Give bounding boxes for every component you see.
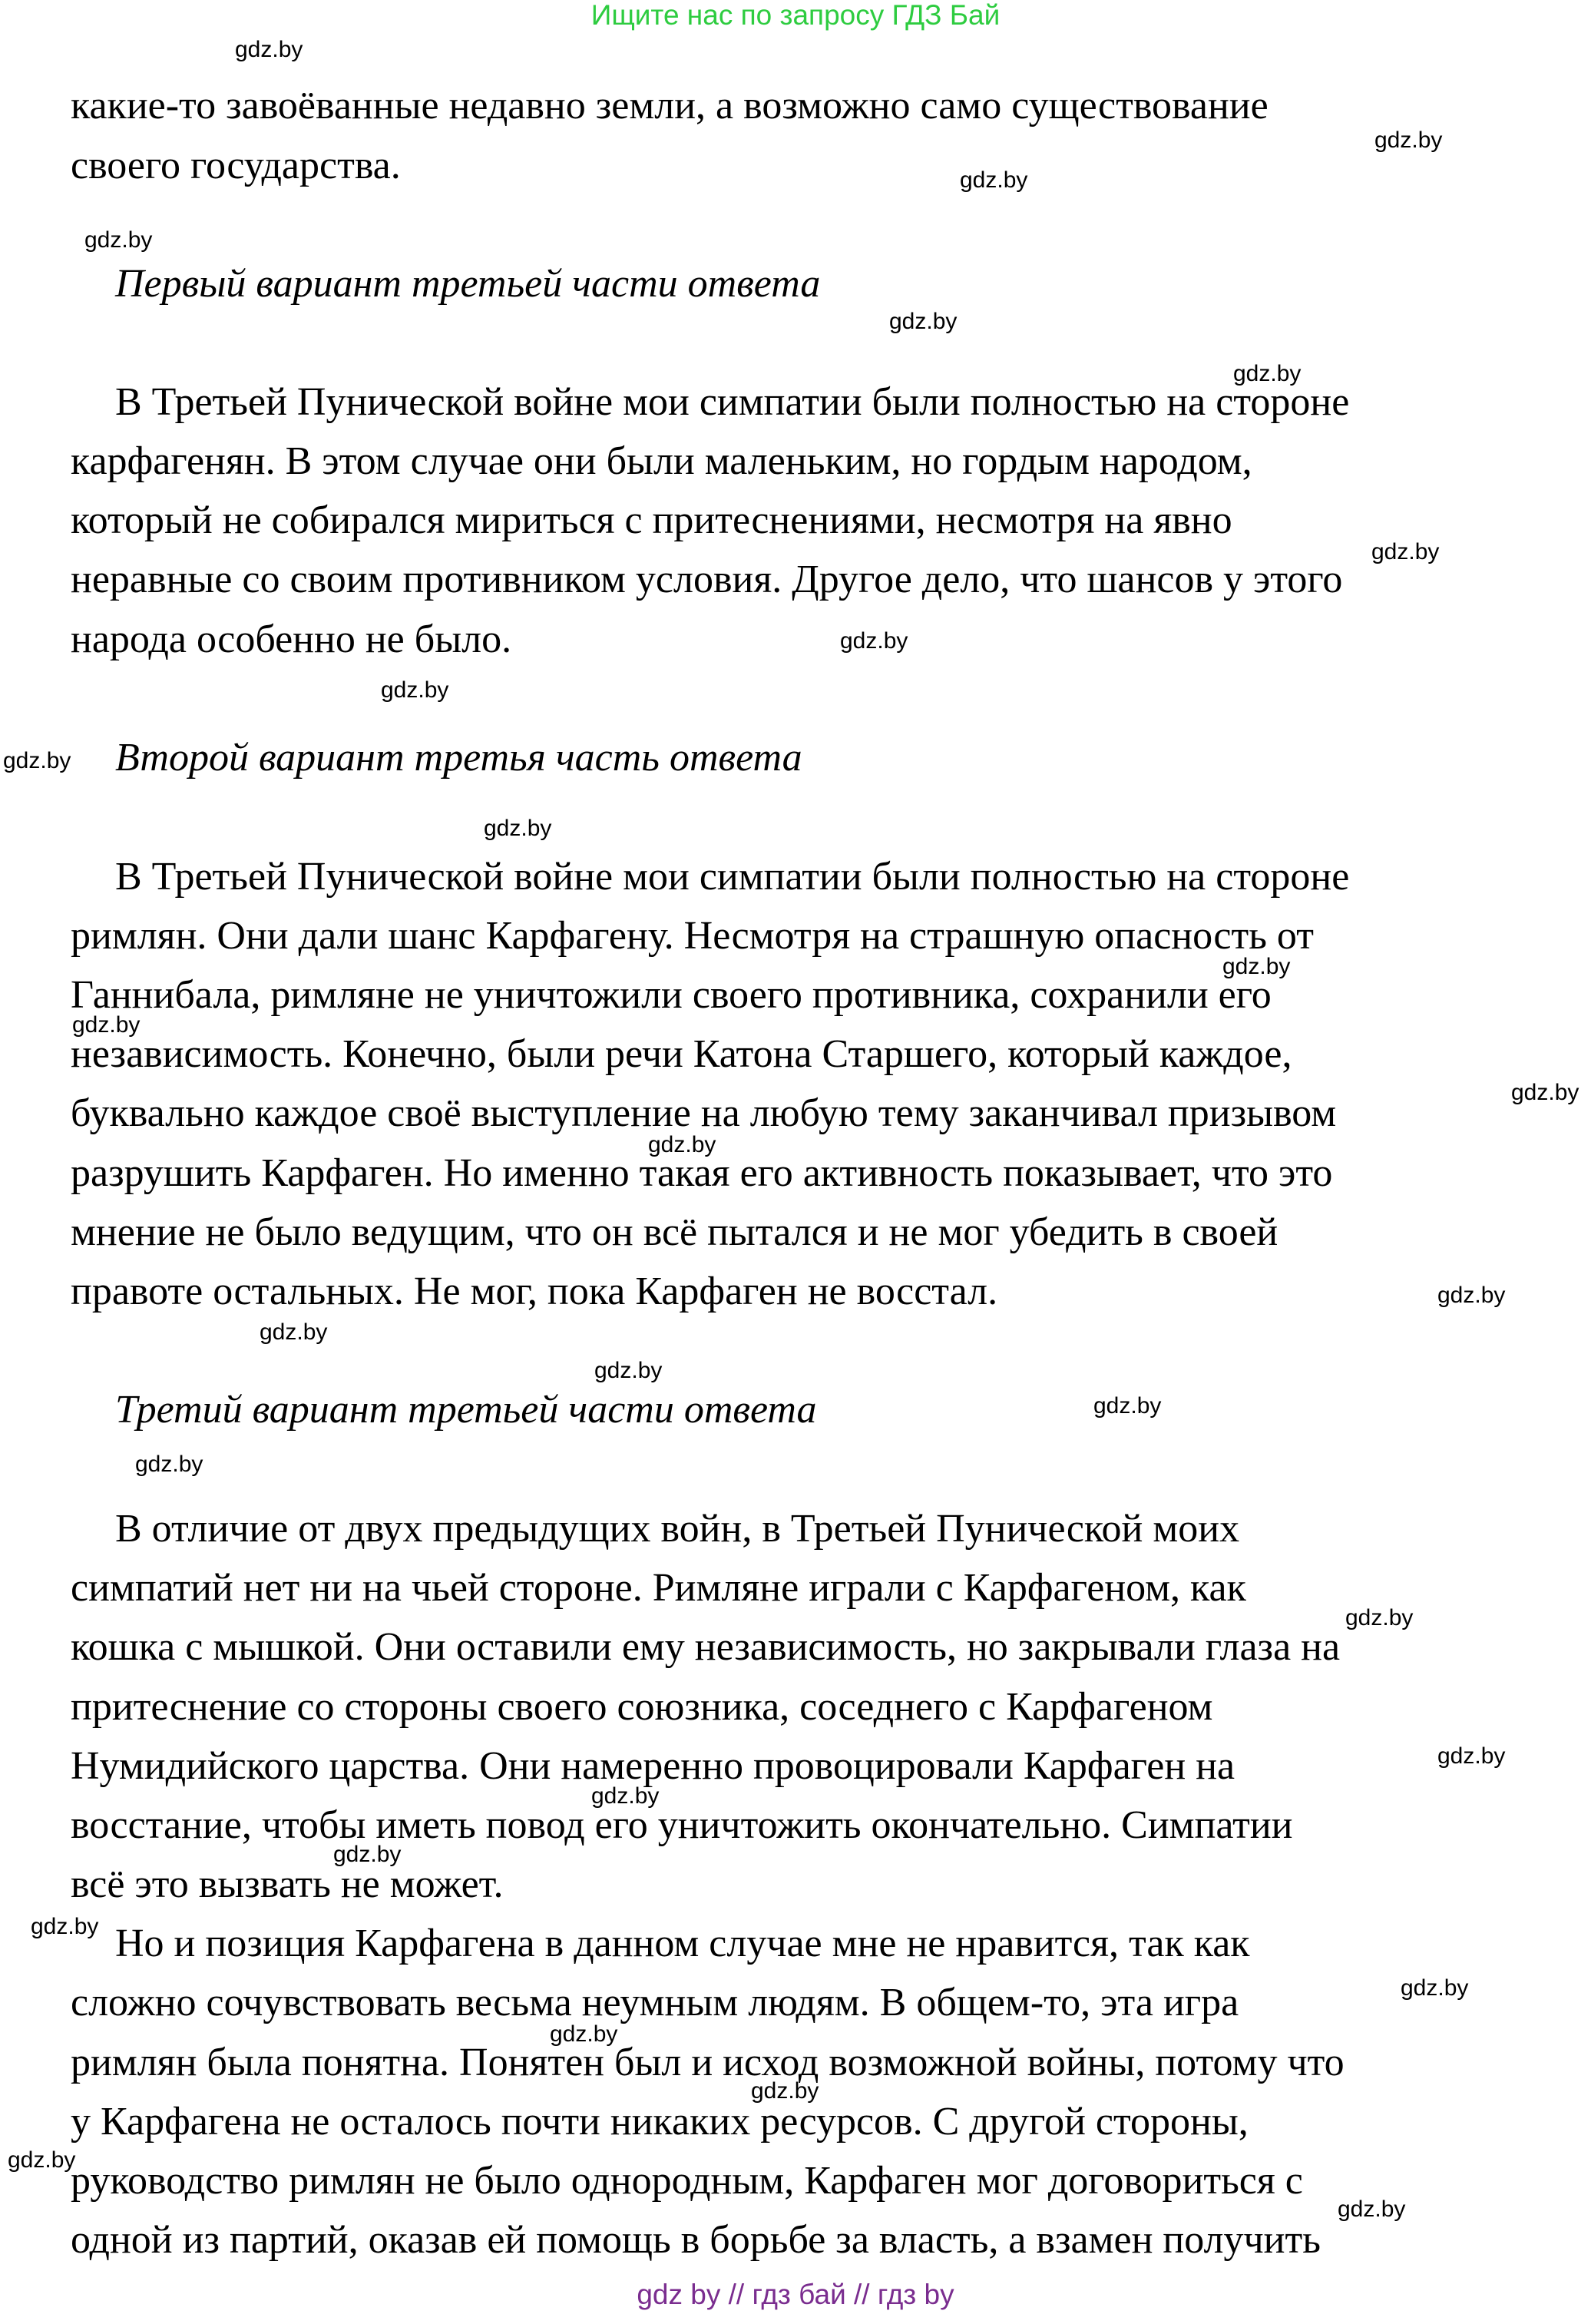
text-line: карфагенян. В этом случае они были маленьким, но гордым народом,: [71, 439, 1252, 483]
watermark: gdz.by: [381, 677, 449, 703]
watermark: gdz.by: [648, 1132, 716, 1157]
text-line: независимость. Конечно, были речи Катона Старшего, который каждое,: [71, 1032, 1292, 1076]
text-line: кошка с мышкой. Они оставили ему независимость, но закрывали глаза на: [71, 1625, 1341, 1669]
section-heading: Первый вариант третьей части ответа: [115, 262, 821, 306]
text-line: неравные со своим противником условия. Другое дело, что шансов у этого: [71, 558, 1343, 601]
text-line: мнение не было ведущим, что он всё пытался и не мог убедить в своей: [71, 1210, 1278, 1254]
watermark: gdz.by: [72, 1012, 141, 1038]
text-line: руководство римлян не было однородным, Карфаген мог договориться с: [71, 2159, 1303, 2203]
watermark: gdz.by: [84, 227, 153, 253]
watermark: gdz.by: [751, 2078, 819, 2104]
text-line: своего государства.: [71, 144, 401, 187]
watermark: gdz.by: [1511, 1080, 1579, 1105]
text-line: буквально каждое своё выступление на любую тему заканчивал призывом: [71, 1091, 1337, 1135]
text-line: В Третьей Пунической войне мои симпатии были полностью на стороне: [115, 380, 1350, 424]
watermark: gdz.by: [1338, 2197, 1406, 2222]
watermark: gdz.by: [1233, 361, 1302, 386]
text-line: сложно сочувствовать весьма неумным людям. В общем-то, эта игра: [71, 1981, 1239, 2024]
watermark: gdz.by: [1222, 954, 1291, 979]
text-line: В Третьей Пунической войне мои симпатии были полностью на стороне: [115, 855, 1350, 899]
text-line: народа особенно не было.: [71, 617, 512, 661]
text-line: правоте остальных. Не мог, пока Карфаген не восстал.: [71, 1270, 998, 1313]
text-line: у Карфагена не осталось почти никаких ресурсов. С другой стороны,: [71, 2100, 1249, 2144]
footer-links: gdz by // гдз бай // гдз by: [637, 2279, 954, 2310]
watermark: gdz.by: [1401, 1975, 1469, 2001]
watermark: gdz.by: [1371, 539, 1440, 564]
text-line: римлян была понятна. Понятен был и исход возможной войны, потому что: [71, 2041, 1345, 2084]
text-line: притеснение со стороны своего союзника, соседнего с Карфагеном: [71, 1685, 1213, 1729]
watermark: gdz.by: [3, 748, 71, 773]
text-line: В отличие от двух предыдущих войн, в Третьей Пунической моих: [115, 1507, 1240, 1551]
watermark: gdz.by: [31, 1914, 99, 1939]
text-line: римлян. Они дали шанс Карфагену. Несмотря на страшную опасность от: [71, 914, 1314, 958]
watermark: gdz.by: [840, 628, 908, 654]
text-line: восстание, чтобы иметь повод его уничтожить окончательно. Симпатии: [71, 1803, 1293, 1847]
text-line: который не собирался мириться с притеснениями, несмотря на явно: [71, 498, 1232, 542]
watermark: gdz.by: [550, 2021, 618, 2047]
text-line: симпатий нет ни на чьей стороне. Римляне играли с Карфагеном, как: [71, 1566, 1246, 1610]
watermark: gdz.by: [235, 37, 303, 62]
watermark: gdz.by: [1437, 1283, 1506, 1308]
text-line: какие-то завоёванные недавно земли, а возможно само существование: [71, 84, 1268, 127]
watermark: gdz.by: [960, 167, 1028, 193]
watermark: gdz.by: [591, 1783, 660, 1809]
search-banner: Ищите нас по запросу ГДЗ Бай: [590, 0, 1001, 31]
watermark: gdz.by: [333, 1842, 402, 1867]
watermark: gdz.by: [1093, 1393, 1162, 1419]
watermark: gdz.by: [1437, 1743, 1506, 1769]
watermark: gdz.by: [8, 2147, 76, 2173]
text-line: разрушить Карфаген. Но именно такая его активность показывает, что это: [71, 1151, 1333, 1195]
section-heading: Третий вариант третьей части ответа: [115, 1388, 817, 1432]
text-line: Но и позиция Карфагена в данном случае мне не нравится, так как: [115, 1922, 1250, 1965]
watermark: gdz.by: [135, 1452, 203, 1477]
section-heading: Второй вариант третья часть ответа: [115, 736, 802, 780]
watermark: gdz.by: [484, 816, 552, 841]
watermark: gdz.by: [889, 309, 958, 334]
text-line: Ганнибала, римляне не уничтожили своего противника, сохранили его: [71, 973, 1272, 1017]
text-line: всё это вызвать не может.: [71, 1862, 504, 1906]
watermark: gdz.by: [594, 1358, 663, 1383]
watermark: gdz.by: [260, 1319, 328, 1345]
watermark: gdz.by: [1345, 1605, 1414, 1630]
text-line: Нумидийского царства. Они намеренно провоцировали Карфаген на: [71, 1744, 1235, 1788]
watermark: gdz.by: [1374, 127, 1443, 153]
text-line: одной из партий, оказав ей помощь в борьбе за власть, а взамен получить: [71, 2218, 1321, 2262]
